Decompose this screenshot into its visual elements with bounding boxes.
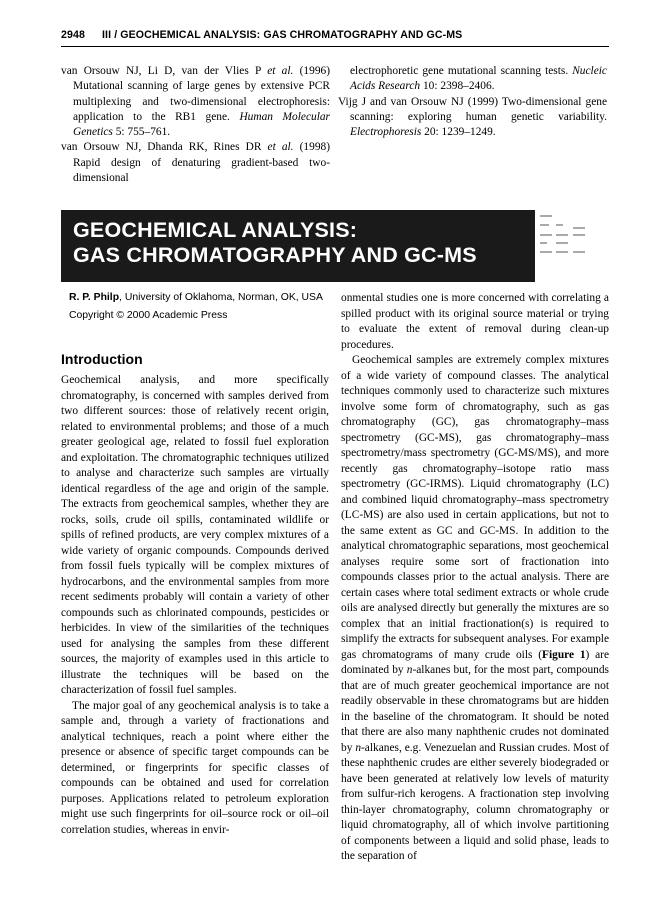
figure-reference-link[interactable]: Figure 1 [542,648,586,661]
body-paragraph [341,353,609,865]
reference-entry-continued [338,64,607,95]
plate-band [540,224,549,226]
plate-band [540,242,547,244]
references-right-column [338,64,607,140]
plate-band [540,251,552,253]
reference-entry [61,140,330,186]
reference-entry [338,95,607,141]
author-affiliation: , University of Oklahoma, Norman, OK, USA [119,292,323,303]
plate-band [573,251,585,253]
plate-band [556,234,568,236]
ref-title: Vijg J and van Orsouw NJ (1999) Two-dimensional gene scanning: exploring human genetic variability. [338,95,607,123]
italic-n: n [406,664,413,676]
references-left-column [61,64,330,186]
plate-band [573,227,585,229]
chromatography-plate-icon [535,210,609,282]
ref-journal: Nucleic Acids Research [350,65,607,93]
section-heading: Introduction [61,351,143,367]
body-paragraph: The major goal of any geochemical analysis is to take a sample and, through a variety of fractionations and analytical techniques, reach a point where either the presence or absence of specific target compounds can be determined, or fingerprints for specific classes of compounds can be obtained and used for correlation purposes. Applications related to petroleum exploration might use such fingerprints for oil–source rock or oil–oil correlation studies, whereas in envir- [61,699,329,836]
body-paragraph: onmental studies one is more concerned with correlating a spilled product with its original source material or trying to evaluate the extent of removal during clean-up procedures. [341,292,609,351]
plate-band [540,215,552,217]
article-title-banner [61,210,609,282]
ref-journal: Electrophoresis [350,126,422,139]
article-title-line1: GEOCHEMICAL ANALYSIS: [73,218,358,242]
plate-band [556,224,563,226]
ref-title: electrophoretic gene mutational scanning tests. [350,65,573,77]
plate-band [573,234,585,236]
plate-band [540,234,552,236]
italic-n: n [355,741,362,754]
running-header [61,29,609,41]
ref-authors: van Orsouw NJ, Dhanda RK, Rines DR [61,141,268,154]
plate-band [556,251,568,253]
text-run: -alkanes but, for the most part, compounds that are of much greater geochemical importance are not readily observable in these chromatograms but are hidden in the baseline of the chromatogram. It should be noted that there are also many naphthenic crudes not dominated by [341,664,609,754]
header-rule [61,46,609,47]
article-right-column [341,291,609,865]
ref-etal: et al. [267,141,294,154]
article-title [73,218,477,268]
copyright-line: Copyright © 2000 Academic Press [69,310,228,321]
author-line [69,291,329,305]
ref-volume: 5: 755–761. [112,126,171,139]
ref-title: (1996) Mutational scanning of large genes by extensive PCR multiplexing and two-dimensional electrophoresis: application to the RB1 gene. [73,65,331,123]
text-run: ) are dominated by [341,648,609,676]
article-title-line2: GAS CHROMATOGRAPHY AND GC-MS [73,243,477,267]
ref-volume: 10: 2398–2406. [420,80,495,93]
running-title: III / GEOCHEMICAL ANALYSIS: GAS CHROMATOGRAPHY AND GC-MS [102,29,463,41]
ref-journal: Human Molecular Genetics [73,110,330,139]
ref-volume: 20: 1239–1249. [421,126,496,139]
body-paragraph: Geochemical analysis, and more specifically chromatography, is concerned with samples derived from two different sources: those of relatively recent origin, related to environmental problems; and those of a much greater geological age, related to fossil fuel exploration and exploitation. The chromatographic techniques utilized to analyse and characterize such samples are virtually identical regardless of the age and origin of the sample. The extracts from geochemical samples, whether they are rocks, soils, crude oil spills, contaminated wildlife or spills of refined products, are very complex mixtures of a wide variety of organic compounds. Compounds derived from fossil fuels typically will be complex mixtures of hydrocarbons, and the environmental samples from more recent sediments probably will contain a variety of other compounds such as chlorinated compounds, pesticides or herbicides. In view of the similarities of the techniques used for analysing the samples from these different sources, the majority of examples used in this article to illustrate the techniques will be based on the characterization of fossil fuel samples. [61,374,329,696]
ref-authors: van Orsouw NJ, Li D, van der Vlies P [61,65,268,77]
ref-etal: et al. [267,65,294,77]
ref-title: (1998) Rapid design of denaturing gradient-based two-dimensional [73,141,331,185]
reference-entry [61,64,330,140]
text-run: Geochemical samples are extremely complex mixtures of a wide variety of compound classes. The analytical techniques commonly used to characterize such mixtures involve some form of chromatography, such as gas chromatography (GC), gas chromatography–mass spectrometry (GC-MS), gas chromatography–mass spectrometry/mass spectrometry (GC-MS/MS), and more recently gas chromatography–isotope ratio mass spectrometry (GC-IRMS). Liquid chromatography (LC) and combined liquid chromatography–mass spectrometry (LC-MS) are also used in certain applications, but not to the same extent as GC and GC-MS. In addition to the analytical chromatographic separations, most geochemical analyses require some sort of fractionation into compounds classes prior to the actual analysis. There are certain cases where total sediment extracts or whole crude oils are analysed directly but generally the mixtures are so complex that an initial fractionation(s) is required to simplify the extracts for subsequent analyses. For example gas chromatograms of many crude oils ( [341,354,609,661]
page-number: 2948 [61,29,85,41]
author-name: R. P. Philp [69,292,120,303]
plate-band [556,242,568,244]
article-left-column [61,291,329,838]
text-run: -alkanes, e.g. Venezuelan and Russian crudes. Most of these naphthenic crudes are either severely biodegraded or have been generated at relatively low levels of maturity from sulfur-rich kerogens. A fractionation step involving thin-layer chromatography, column chromatography or liquid chromatography, all of which involve partitioning of components between a liquid and solid phase, leads to the separation of [341,741,609,862]
